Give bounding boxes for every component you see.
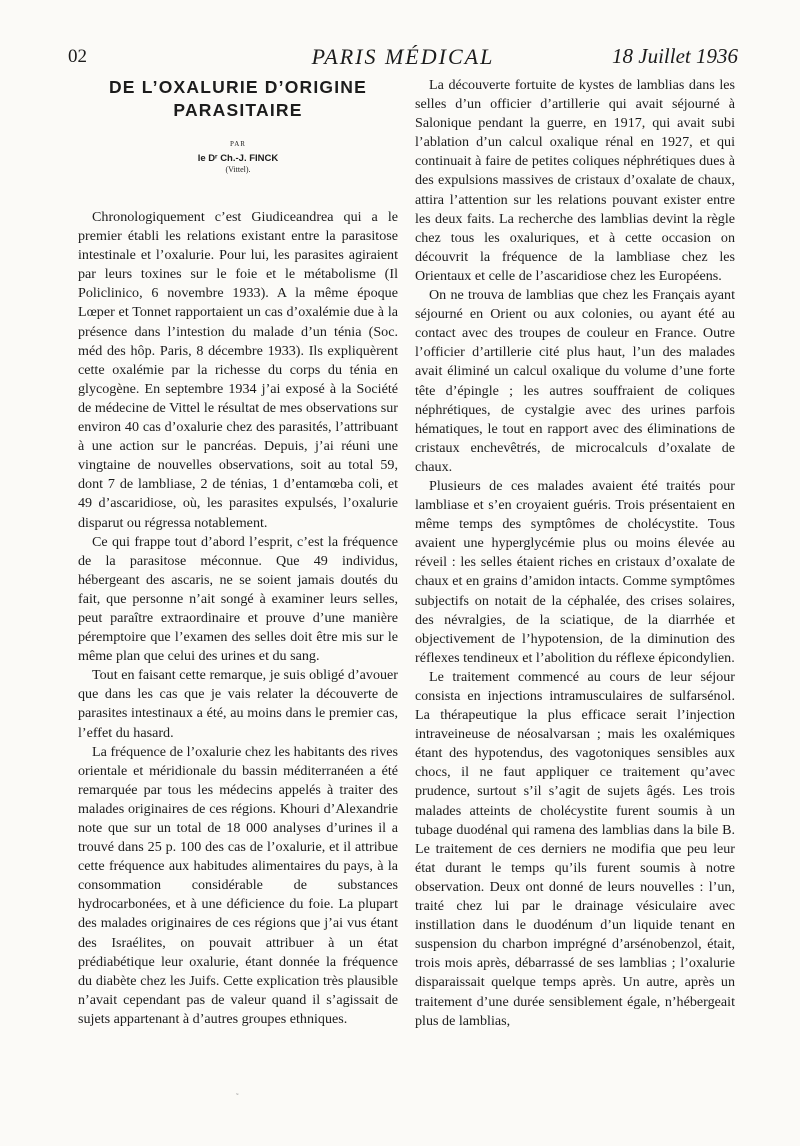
print-speck: ˷	[236, 1086, 239, 1095]
right-column	[415, 76, 735, 1031]
paragraph: La découverte fortuite de kystes de lamblias dans les selles d’un officier d’artillerie qui avait séjourné à Salonique pendant la guerre, en 1917, qui avait subi l’ablation d’un calcul oxalique rénal en 1927, et qui continuait à faire de petites coliques néphrétiques dues à des expulsions massives de cristaux d’oxalate de chaux, attira l’attention sur les relations pouvant exister entre les deux faits. La recherche des lamblias devint la règle chez tous les oxaluriques, et à cette occasion on découvrit la fréquence de la lambliase chez les Orientaux et celle de l’ascaridiose chez les Européens.	[415, 77, 735, 284]
issue-date: 18 Juillet 1936	[612, 44, 738, 68]
author-location: (Vittel).	[225, 165, 251, 174]
paragraph: Ce qui frappe tout d’abord l’esprit, c’est la fréquence de la parasitose méconnue. Que 49 individus, hébergeant des ascaris, ne se soient jamais doutés du fait, que personne n’ait songé à examiner leurs selles, peut paraître extraordinaire et prouve d’une manière péremptoire que l’examen des selles doit être mis sur le même plan que celui des urines et du sang.	[78, 533, 398, 665]
paragraph: La fréquence de l’oxalurie chez les habitants des rives orientale et méridionale du bassin méditerranéen a été remarquée par tous les médecins appelés à traiter des malades originaires de ces régions. Khouri d’Alexandrie note que sur un total de 18 000 analyses d’urines il a trouvé dans 25 p. 100 des cas de l’oxalurie, et il attribue cette fréquence aux habitudes alimentaires du pays, à la consommation considérable de substances hydrocarbonées, et à une déficience du foie. La plupart des malades originaires de ces régions que j’ai vus étant des Israélites, on pouvait attribuer à un état prédiabétique leur oxalurie, étant donnée la fréquence du diabète chez les Juifs. Cette explication très plausible n’avait cependant pas de valeur quand il s’agissait de sujets appartenant à d’autres groupes ethniques.	[78, 743, 398, 1027]
paragraph: On ne trouva de lamblias que chez les Français ayant séjourné en Orient ou aux colonies, ou ayant été au contact avec des troupes de couleur en France. Outre l’officier d’artillerie cité plus haut, l’un des malades avait éliminé un calcul oxalique du volume d’une forte tête d’épingle ; les autres souffraient de coliques néphrétiques, de cystalgie avec des urines parfois hématiques, le tout en rapport avec des éliminations de cristaux enchevêtrés, de microcalculs d’oxalate de chaux.	[415, 287, 735, 475]
paragraph: Le traitement commencé au cours de leur séjour consista en injections intramusculaires de sulfarsénol. La thérapeutique la plus efficace serait l’injection intraveineuse de néosalvarsan ; mais les oxalémiques étant des hypotendus, des vagotoniques sensibles aux chocs, il ne faut appliquer ce traitement qu’avec prudence, surtout s’il s’agit de sujets âgés. Les trois malades atteints de cholécystite furent soumis à un tubage duodénal qui ramena des lamblias dans la bile B. Le traitement de ces derniers ne modifia que peu leur état durant le temps qu’ils furent soumis à notre observation. Deux ont donné de leurs nouvelles : l’un, traité chez lui par le drainage vésiculaire avec instillation dans le duodénum d’un liquide tenant en suspension du charbon imprégné d’arsénobenzol, était, trois mois après, débarrassé de ses lamblias ; l’oxalurie disparaissait quelque temps après. Un autre, après un traitement d’une durée sensiblement égale, n’hébergeait plus de lamblias,	[415, 668, 735, 1029]
paragraph: Chronologiquement c’est Giudiceandrea qui a le premier établi les relations existant entre la parasitose intestinale et l’oxalurie. Pour lui, les parasites agiraient par leurs toxines sur le foie et le métabolisme (Il Policlinico, 6 novembre 1933). A la même époque Lœper et Tonnet rapportaient un cas d’oxalémie due à la présence dans l’intestion du malade d’un ténia (Soc. méd des hôp. Paris, 8 décembre 1933). Ils expliquèrent cette oxalémie par la richesse du corps du ténia en glycogène. En septembre 1934 j’ai exposé à la Société de médecine de Vittel le résultat de mes observations sur environ 40 cas d’oxalurie chez des parasités, l’attribuant à une action sur le pancréas. Depuis, j’ai réuni une vingtaine de nouvelles observations, soit au total 59, dont 7 de lambliase, 2 de ténias, 1 d’entamœba coli, et 49 d’ascaridiose, où, les parasites expulsés, l’oxalurie disparut ou régressa notablement.	[78, 209, 398, 531]
journal-title: PARIS MÉDICAL	[311, 44, 495, 69]
paragraph: Plusieurs de ces malades avaient été traités pour lambliase et s’en croyaient guéris. Trois présentaient en même temps des symptômes de cholécystite. Tous avaient une hyperglycémie plus ou moins élevée au réveil : les selles étaient riches en cristaux d’oxalate de chaux et en grains d’amidon intacts. Comme symptômes subjectifs on notait de la céphalée, des crises solaires, des névralgies, de la sciatique, de la diarrhée et objectivement de l’hypotension, de la diminution des réflexes tendineux et l’abolition du réflexe épicondylien.	[415, 477, 735, 666]
page-number: 02	[68, 46, 87, 67]
byline-par: PAR	[230, 140, 246, 148]
left-column	[78, 76, 398, 1029]
article-title: DE L’OXALURIE D’ORIGINE PARASITAIRE	[108, 77, 368, 120]
left-column-body	[78, 208, 398, 1029]
paragraph: Tout en faisant cette remarque, je suis obligé d’avouer que dans les cas que je vais relater la découverte de parasites intestinaux a été, au moins dans le premier cas, l’effet du hasard.	[78, 667, 398, 741]
author-name: le Dʳ Ch.-J. FINCK	[197, 153, 279, 164]
running-head	[68, 40, 738, 70]
